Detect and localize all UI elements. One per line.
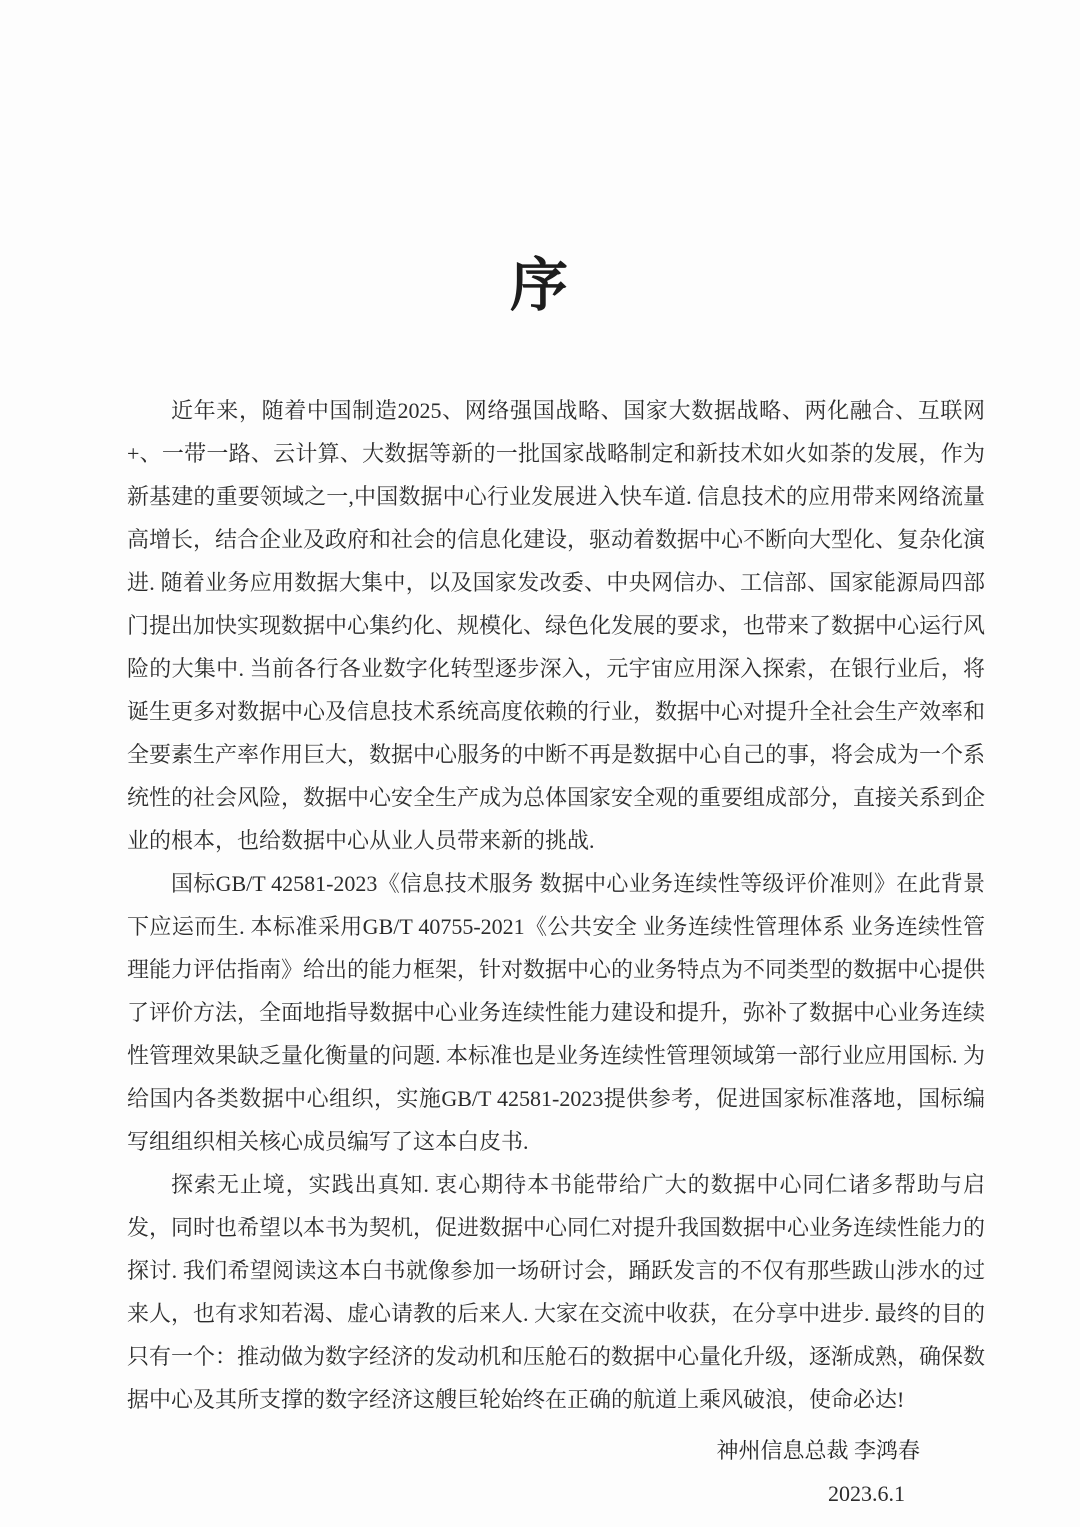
signature: 神州信息总裁 李鸿春 (716, 1438, 920, 1463)
paragraph-2: 国标GB/T 42581-2023《信息技术服务 数据中心业务连续性等级评价准则》在此背景下应运而生. 本标准采用GB/T 40755-2021《公共安全 业务连续性管理体系 业务连续性管理能力评估指南》给出的能力框架，针对数据中心的业务特点为不同类型的数据中心提供了评价方法，全面地指导数据中心业务连续性能力建设和提升，弥补了数据中心业务连续性管理效果缺乏量化衡量的问题. 本标准也是业务连续性管理领域第一部行业应用国标. 为给国内各类数据中心组织，实施GB/T 42581-2023提供参考，促进国家标准落地，国标编写组组织相关核心成员编写了这本白皮书. (127, 871, 986, 1154)
paragraph-1: 近年来，随着中国制造2025、网络强国战略、国家大数据战略、两化融合、互联网+、一带一路、云计算、大数据等新的一批国家战略制定和新技术如火如荼的发展，作为新基建的重要领域之一,中国数据中心行业发展进入快车道. 信息技术的应用带来网络流量高增长，结合企业及政府和社会的信息化建设，驱动着数据中心不断向大型化、复杂化演进. 随着业务应用数据大集中，以及国家发改委、中央网信办、工信部、国家能源局四部门提出加快实现数据中心集约化、规模化、绿色化发展的要求，也带来了数据中心运行风险的大集中. 当前各行各业数字化转型逐步深入，元宇宙应用深入探索，在银行业后，将诞生更多对数据中心及信息技术系统高度依赖的行业，数据中心对提升全社会生产效率和全要素生产率作用巨大，数据中心服务的中断不再是数据中心自己的事，将会成为一个系统性的社会风险，数据中心安全生产成为总体国家安全观的重要组成部分，直接关系到企业的根本，也给数据中心从业人员带来新的挑战. (127, 398, 986, 853)
signature-block (127, 1429, 985, 1515)
paragraph-3: 探索无止境，实践出真知. 衷心期待本书能带给广大的数据中心同仁诸多帮助与启发，同时也希望以本书为契机，促进数据中心同仁对提升我国数据中心业务连续性能力的探讨. 我们希望阅读这本白书就像参加一场研讨会，踊跃发言的不仅有那些跋山涉水的过来人，也有求知若渴、虚心请教的后来人. 大家在交流中收获，在分享中进步. 最终的目的只有一个：推动做为数字经济的发动机和压舱石的数据中心量化升级，逐渐成熟，确保数据中心及其所支撑的数字经济这艘巨轮始终在正确的航道上乘风破浪，使命必达! (127, 1172, 986, 1412)
preface-body (127, 389, 985, 1421)
date: 2023.6.1 (828, 1481, 905, 1506)
page-title: 序 (509, 253, 570, 318)
